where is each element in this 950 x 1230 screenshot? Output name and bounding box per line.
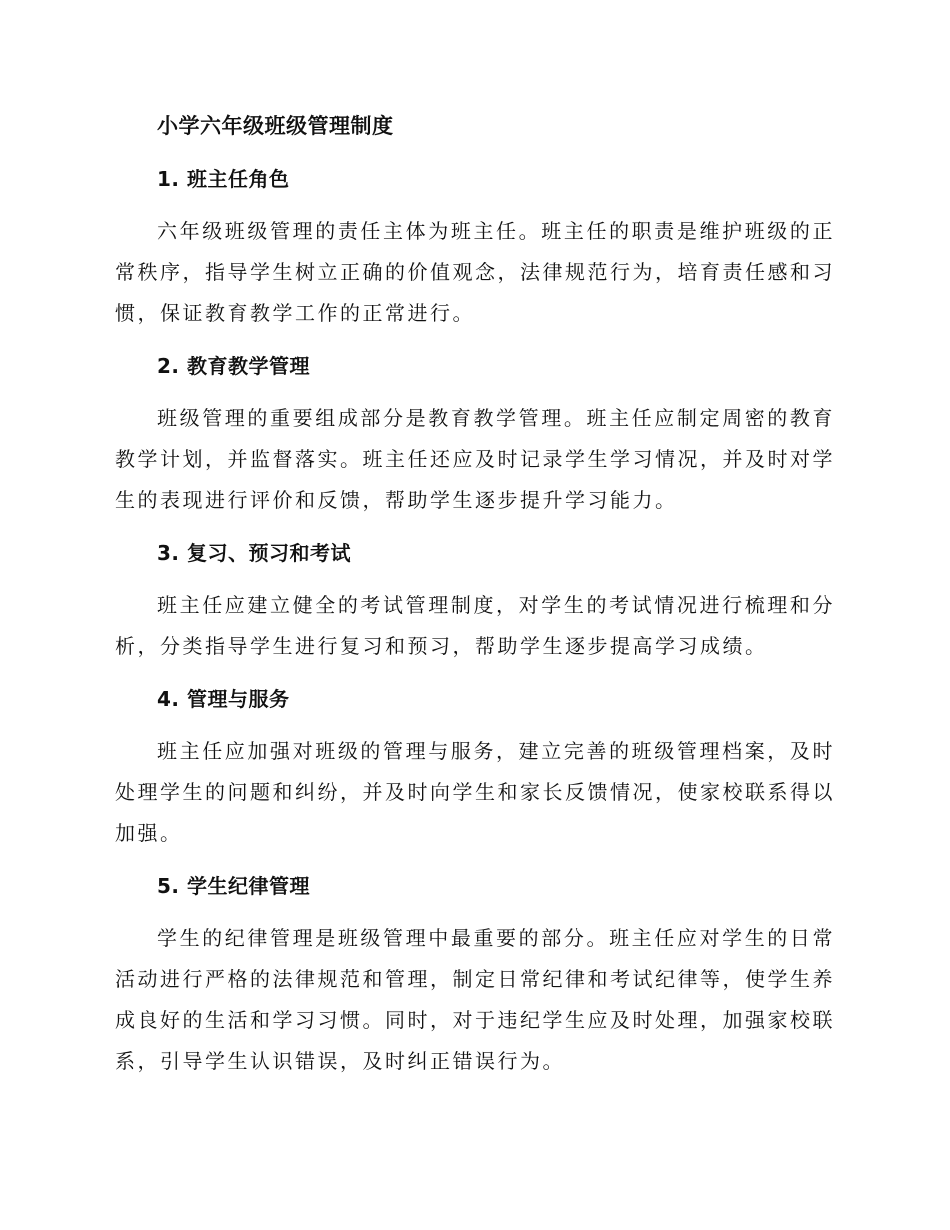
section-teaching-management [115,348,835,521]
section-body: 班主任应建立健全的考试管理制度，对学生的考试情况进行梳理和分析，分类指导学生进行复习和预习，帮助学生逐步提高学习成绩。 [115,593,835,658]
section-heading: 5. 学生纪律管理 [157,874,310,898]
section-body: 学生的纪律管理是班级管理中最重要的部分。班主任应对学生的日常活动进行严格的法律规范和管理，制定日常纪律和考试纪律等，使学生养成良好的生活和学习习惯。同时，对于违纪学生应及时处理，加强家校联系，引导学生认识错误，及时纠正错误行为。 [115,926,835,1073]
section-teacher-role [115,161,835,334]
section-body: 六年级班级管理的责任主体为班主任。班主任的职责是维护班级的正常秩序，指导学生树立正确的价值观念，法律规范行为，培育责任感和习惯，保证教育教学工作的正常进行。 [115,219,835,325]
section-body: 班级管理的重要组成部分是教育教学管理。班主任应制定周密的教育教学计划，并监督落实。班主任还应及时记录学生学习情况，并及时对学生的表现进行评价和反馈，帮助学生逐步提升学习能力。 [115,406,835,512]
section-heading: 1. 班主任角色 [157,167,290,191]
section-management-service [115,681,835,854]
section-heading: 3. 复习、预习和考试 [157,541,351,565]
section-heading: 2. 教育教学管理 [157,354,310,378]
section-body: 班主任应加强对班级的管理与服务，建立完善的班级管理档案，及时处理学生的问题和纠纷，并及时向学生和家长反馈情况，使家校联系得以加强。 [115,739,835,845]
section-review-exams [115,535,835,667]
document-title: 小学六年级班级管理制度 [157,114,394,138]
section-discipline-management [115,868,835,1082]
section-heading: 4. 管理与服务 [157,687,290,711]
